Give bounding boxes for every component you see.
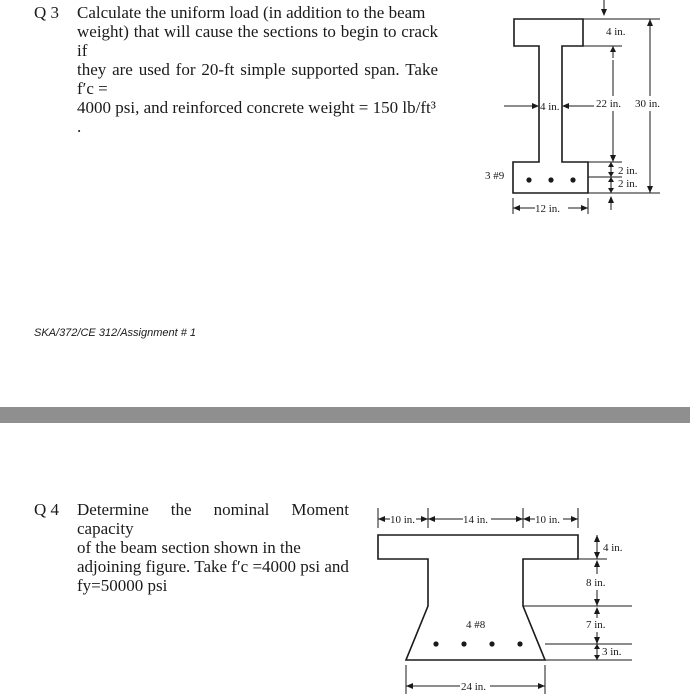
q4-dim-web-top: 14 in. bbox=[463, 514, 489, 526]
assignment-label: SKA/372/CE 312/Assignment # 1 bbox=[34, 327, 197, 339]
q3-line-1: Calculate the uniform load (in addition to the beam bbox=[77, 3, 426, 22]
q3-number: Q 3 bbox=[34, 3, 60, 22]
q4-dim-flange-depth: 4 in. bbox=[603, 542, 623, 554]
q3-dim-bottom-a: 2 in. bbox=[618, 165, 638, 177]
q3-rebar-3 bbox=[570, 177, 575, 182]
q4-dim-overhang-left: 10 in. bbox=[390, 514, 416, 526]
q4-line-3: adjoining figure. Take f′c =4000 psi and bbox=[77, 557, 349, 576]
q4-dim-overhang-right: 10 in. bbox=[535, 514, 561, 526]
page-separator bbox=[0, 407, 690, 423]
q3-line-4: 4000 psi, and reinforced concrete weight = 150 lb/ft³ . bbox=[77, 98, 436, 136]
q3-dim-web-width: 4 in. bbox=[540, 101, 560, 113]
q4-rebar-2 bbox=[461, 641, 466, 646]
q4-number: Q 4 bbox=[34, 500, 60, 519]
q4-dim-web-depth: 8 in. bbox=[586, 577, 606, 589]
q3-line-3: they are used for 20-ft simple supported span. Take f′c = bbox=[77, 60, 438, 98]
q3-rebar-label: 3 #9 bbox=[485, 170, 505, 182]
q4-rebar-3 bbox=[489, 641, 494, 646]
q3-rebar-1 bbox=[526, 177, 531, 182]
q4-rebar-label: 4 #8 bbox=[466, 619, 486, 631]
q4-line-1: Determine the nominal Moment capacity bbox=[77, 500, 349, 538]
q4-line-4: fy=50000 psi bbox=[77, 576, 168, 595]
q3-dim-bottom-width: 12 in. bbox=[535, 203, 561, 215]
q3-line-2: weight) that will cause the sections to begin to crack if bbox=[77, 22, 438, 60]
q3-dim-top-flange: 4 in. bbox=[606, 26, 626, 38]
q4-dim-cover: 3 in. bbox=[602, 646, 622, 658]
q4-dim-taper-depth: 7 in. bbox=[586, 619, 606, 631]
q4-beam-outline bbox=[378, 535, 578, 660]
q4-rebar-1 bbox=[433, 641, 438, 646]
q3-dim-web-height: 22 in. bbox=[596, 98, 622, 110]
q4-line-2: of the beam section shown in the bbox=[77, 538, 301, 557]
q3-dim-total-height: 30 in. bbox=[635, 98, 661, 110]
q4-text bbox=[77, 500, 349, 595]
q4-dim-bottom-width: 24 in. bbox=[461, 681, 487, 693]
q3-dim-bottom-b: 2 in. bbox=[618, 178, 638, 190]
q4-rebar-4 bbox=[517, 641, 522, 646]
q3-rebar-2 bbox=[548, 177, 553, 182]
